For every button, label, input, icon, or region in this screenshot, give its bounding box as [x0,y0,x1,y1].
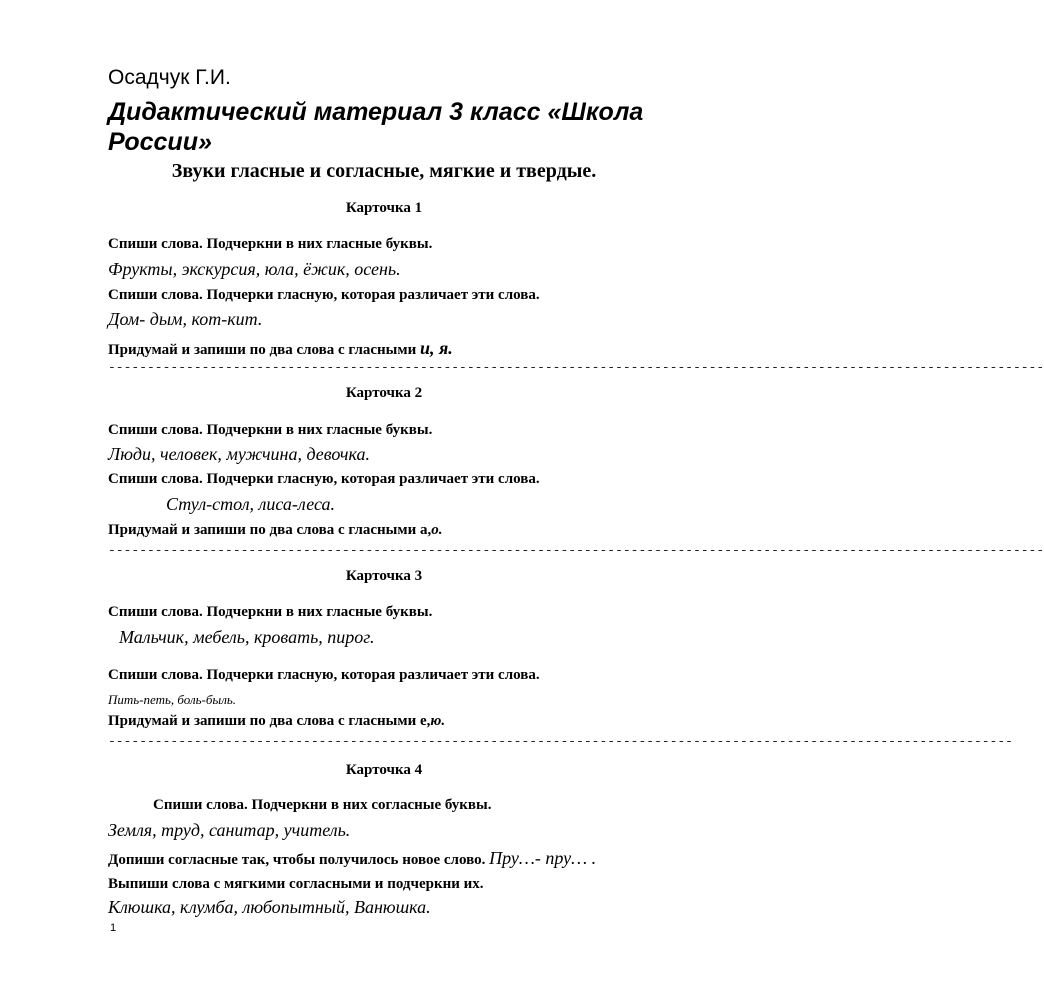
card-1-task-3-text: Придумай и запиши по два слова с гласными [108,342,420,358]
card-4-task-2 [108,848,596,869]
card-1-words-1: Фрукты, экскурсия, юла, ёжик, осень. [108,259,401,279]
card-3-heading: Карточка 3 [345,568,423,584]
card-1-words-2: Дом- дым, кот-кит. [108,309,263,329]
author-name: Осадчук Г.И. [108,66,231,89]
card-1-letters: и, я. [420,338,453,358]
card-2-task-1: Спиши слова. Подчеркни в них гласные буквы. [108,422,433,438]
card-1-task-2: Спиши слова. Подчерки гласную, которая различает эти слова. [108,287,540,303]
card-3-task-2: Спиши слова. Подчерки гласную, которая различает эти слова. [108,667,540,683]
document-subtitle: Звуки гласные и согласные, мягкие и твердые. [171,160,597,182]
separator-2: ------------------------------------------------------------------------------------------------------------------------ [108,543,1044,558]
card-2-task-3-text: Придумай и запиши по два слова с гласными а, [108,522,432,538]
card-3-task-1: Спиши слова. Подчеркни в них гласные буквы. [108,604,433,620]
card-4-words-2: Пру…- пру… . [489,848,597,868]
card-3-words-2: Пить-петь, боль-быль. [108,692,237,707]
card-3-task-3-text: Придумай и запиши по два слова с гласными е, [108,713,431,729]
separator-3: -------------------------------------------------------------------------------------------------------------------- [108,734,1013,749]
card-1-task-1: Спиши слова. Подчеркни в них гласные буквы. [108,236,433,252]
card-4-task-3: Выпиши слова с мягкими согласными и подчеркни их. [108,876,484,892]
card-4-task-2-text: Допиши согласные так, чтобы получилось новое слово. [108,852,490,868]
card-3-words-1: Мальчик, мебель, кровать, пирог. [119,627,375,647]
card-2-letters: о. [431,522,443,538]
card-3-task-3 [108,713,445,730]
page-number: 1 [110,922,117,934]
card-1-heading: Карточка 1 [345,200,423,216]
card-2-task-3 [108,522,443,539]
card-4-words-1: Земля, труд, санитар, учитель. [108,820,351,840]
card-2-words-1: Люди, человек, мужчина, девочка. [108,444,370,464]
card-2-words-2: Стул-стол, лиса-леса. [166,494,335,514]
card-2-heading: Карточка 2 [345,385,423,401]
card-4-task-1: Спиши слова. Подчеркни в них согласные буквы. [153,797,492,813]
card-2-task-2: Спиши слова. Подчерки гласную, которая различает эти слова. [108,471,540,487]
card-4-heading: Карточка 4 [345,762,423,778]
separator-1: ------------------------------------------------------------------------------------------------------------------------ [108,360,1044,375]
document-title: Дидактический материал 3 класс «Школа России» [108,98,644,156]
card-1-task-3 [108,338,453,359]
card-3-letters: ю. [430,713,446,729]
card-4-words-3: Клюшка, клумба, любопытный, Ванюшка. [108,897,431,917]
